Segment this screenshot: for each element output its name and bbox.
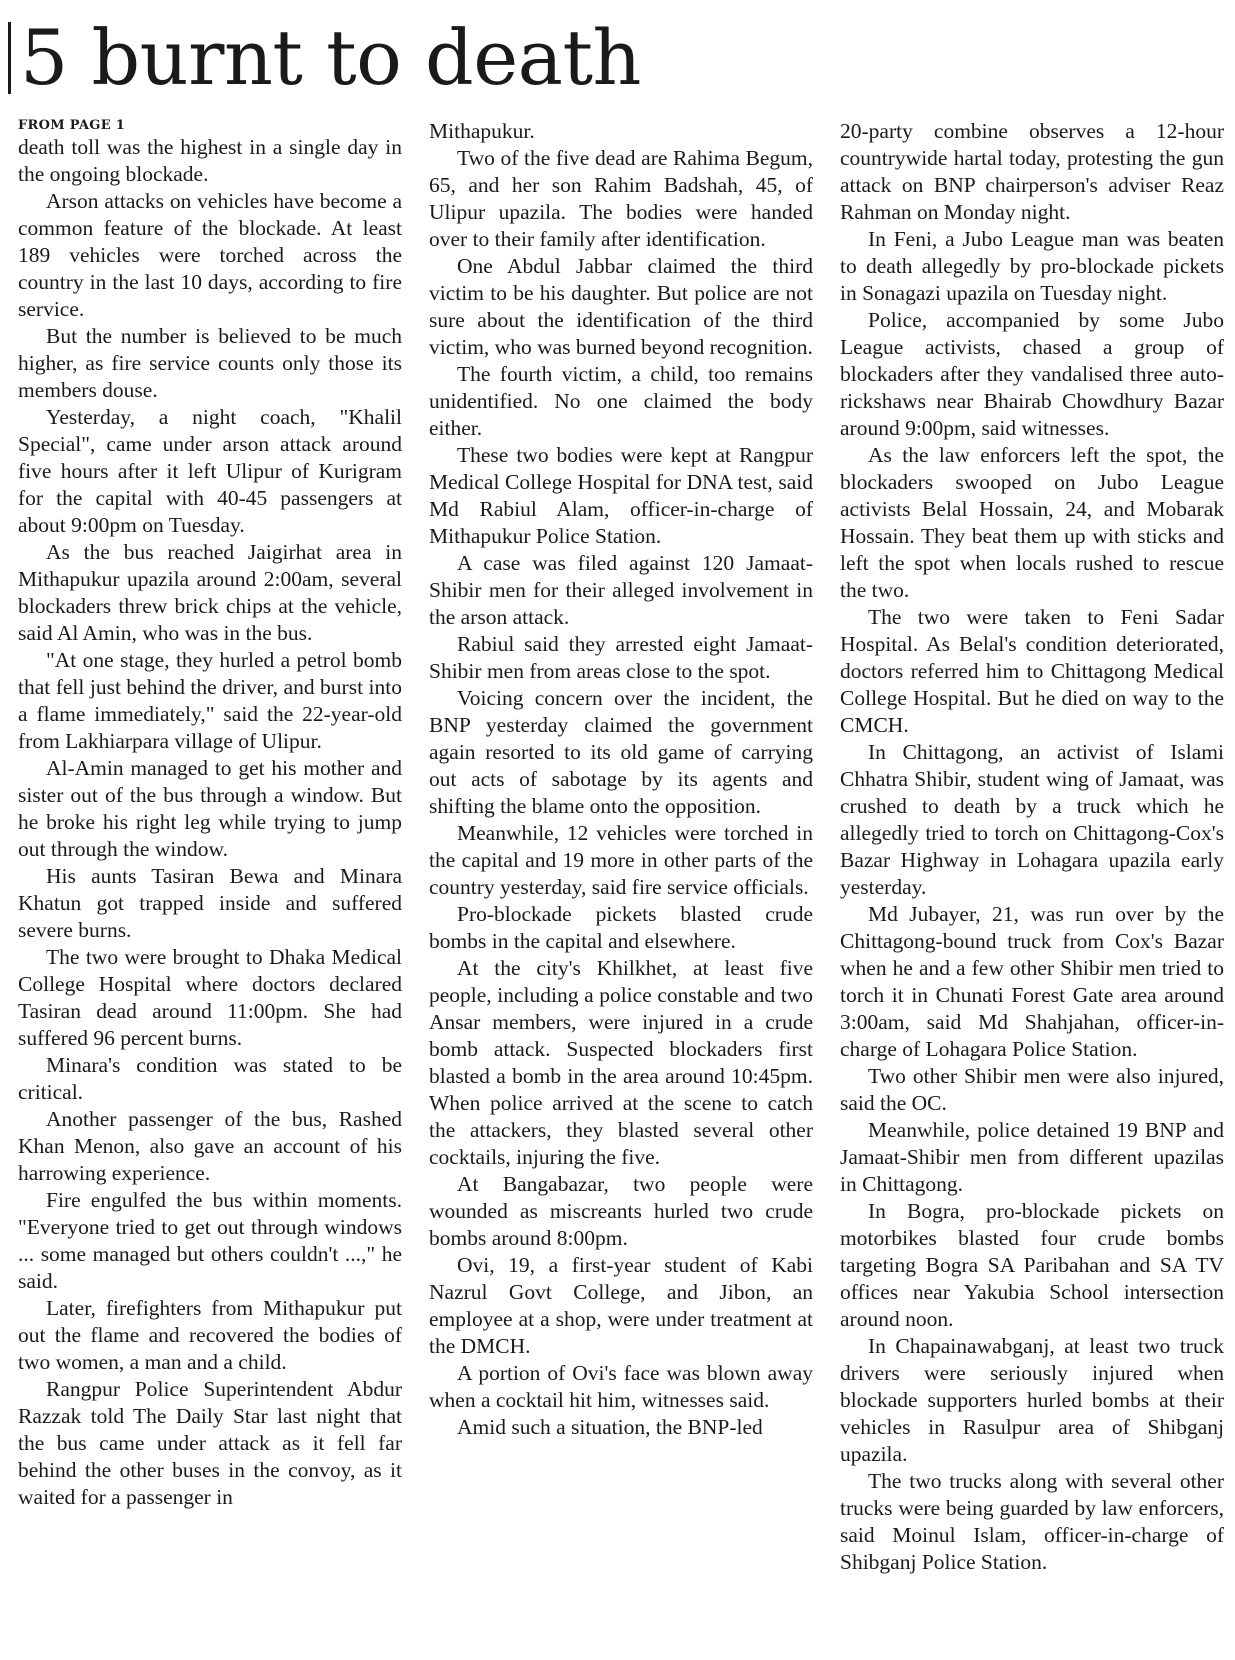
paragraph: Minara's condition was stated to be critical. [18, 1053, 402, 1104]
paragraph: Another passenger of the bus, Rashed Khan Menon, also gave an account of his harrowing experience. [18, 1107, 402, 1185]
paragraph: 20-party combine observes a 12-hour countrywide hartal today, protesting the gun attack on BNP chairperson's adviser Reaz Rahman on Monday night. [840, 119, 1224, 224]
article-column-1 [18, 118, 402, 1648]
paragraph: Police, accompanied by some Jubo League activists, chased a group of blockaders after they vandalised three auto-rickshaws near Bhairab Chowdhury Bazar around 9:00pm, said witnesses. [840, 308, 1224, 440]
paragraph: Al-Amin managed to get his mother and sister out of the bus through a window. But he broke his right leg while trying to jump out through the window. [18, 756, 402, 861]
paragraph: Yesterday, a night coach, "Khalil Special", came under arson attack around five hours after it left Ulipur of Kurigram for the capital with 40-45 passengers at about 9:00pm on Tuesday. [18, 405, 402, 537]
paragraph: Pro-blockade pickets blasted crude bombs in the capital and elsewhere. [429, 902, 813, 953]
paragraph: As the bus reached Jaigirhat area in Mithapukur upazila around 2:00am, several blockaders threw brick chips at the vehicle, said Al Amin, who was in the bus. [18, 540, 402, 645]
article-column-3 [840, 118, 1224, 1648]
paragraph: Later, firefighters from Mithapukur put out the flame and recovered the bodies of two women, a man and a child. [18, 1296, 402, 1374]
paragraph: Rabiul said they arrested eight Jamaat-Shibir men from areas close to the spot. [429, 632, 813, 683]
paragraph: As the law enforcers left the spot, the blockaders swooped on Jubo League activists Belal Hossain, 24, and Mobarak Hossain. They beat them up with sticks and left the spot when locals rushed to rescue the two. [840, 443, 1224, 602]
paragraph: In Feni, a Jubo League man was beaten to death allegedly by pro-blockade pickets in Sonagazi upazila on Tuesday night. [840, 227, 1224, 305]
paragraph: These two bodies were kept at Rangpur Medical College Hospital for DNA test, said Md Rabiul Alam, officer-in-charge of Mithapukur Police Station. [429, 443, 813, 548]
paragraph: Ovi, 19, a first-year student of Kabi Nazrul Govt College, and Jibon, an employee at a shop, were under treatment at the DMCH. [429, 1253, 813, 1358]
paragraph: Rangpur Police Superintendent Abdur Razzak told The Daily Star last night that the bus came under attack as it fell far behind the other buses in the convoy, as it waited for a passenger in [18, 1377, 402, 1509]
paragraph: But the number is believed to be much higher, as fire service counts only those its members douse. [18, 324, 402, 402]
paragraph: The two trucks along with several other trucks were being guarded by law enforcers, said Moinul Islam, officer-in-charge of Shibganj Police Station. [840, 1469, 1224, 1574]
paragraph: Md Jubayer, 21, was run over by the Chittagong-bound truck from Cox's Bazar when he and a few other Shibir men tried to torch it in Chunati Forest Gate area around 3:00am, said Md Shahjahan, officer-in-charge of Lohagara Police Station. [840, 902, 1224, 1061]
paragraph: Amid such a situation, the BNP-led [457, 1415, 763, 1439]
paragraph: Two other Shibir men were also injured, said the OC. [840, 1064, 1224, 1115]
left-rule-divider [8, 22, 11, 94]
paragraph: His aunts Tasiran Bewa and Minara Khatun got trapped inside and suffered severe burns. [18, 864, 402, 942]
paragraph: In Bogra, pro-blockade pickets on motorbikes blasted four crude bombs targeting Bogra SA Paribahan and SA TV offices near Yakubia School intersection around noon. [840, 1199, 1224, 1331]
paragraph: Arson attacks on vehicles have become a common feature of the blockade. At least 189 vehicles were torched across the country in the last 10 days, according to fire service. [18, 189, 402, 321]
paragraph: In Chapainawabganj, at least two truck drivers were seriously injured when blockade supporters hurled bombs at their vehicles in Rasulpur area of Shibganj upazila. [840, 1334, 1224, 1466]
jump-label: FROM PAGE 1 [18, 118, 126, 133]
paragraph: At Bangabazar, two people were wounded as miscreants hurled two crude bombs around 8:00pm. [429, 1172, 813, 1250]
headline: 5 burnt to death [20, 13, 641, 102]
paragraph: A case was filed against 120 Jamaat-Shibir men for their alleged involvement in the arson attack. [429, 551, 813, 629]
paragraph: Fire engulfed the bus within moments. "Everyone tried to get out through windows ... some managed but others couldn't ...," he said. [18, 1188, 402, 1293]
paragraph: "At one stage, they hurled a petrol bomb that fell just behind the driver, and burst into a flame immediately," said the 22-year-old from Lakhiarpara village of Ulipur. [18, 648, 402, 753]
paragraph: Voicing concern over the incident, the BNP yesterday claimed the government again resorted to its old game of carrying out acts of sabotage by its agents and shifting the blame onto the opposition. [429, 686, 813, 818]
paragraph: A portion of Ovi's face was blown away when a cocktail hit him, witnesses said. [429, 1361, 813, 1412]
paragraph: The two were brought to Dhaka Medical College Hospital where doctors declared Tasiran dead around 11:00pm. She had suffered 96 percent burns. [18, 945, 402, 1050]
paragraph: The fourth victim, a child, too remains unidentified. No one claimed the body either. [429, 362, 813, 440]
paragraph: Mithapukur. [429, 119, 535, 143]
paragraph: One Abdul Jabbar claimed the third victim to be his daughter. But police are not sure about the identification of the third victim, who was burned beyond recognition. [429, 254, 813, 359]
paragraph: Meanwhile, police detained 19 BNP and Jamaat-Shibir men from different upazilas in Chittagong. [840, 1118, 1224, 1196]
paragraph: Meanwhile, 12 vehicles were torched in the capital and 19 more in other parts of the country yesterday, said fire service officials. [429, 821, 813, 899]
article-column-2 [429, 118, 813, 1648]
paragraph: death toll was the highest in a single day in the ongoing blockade. [18, 135, 402, 186]
paragraph: At the city's Khilkhet, at least five people, including a police constable and two Ansar members, were injured in a crude bomb attack. Suspected blockaders first blasted a bomb in the area around 10:45pm. When police arrived at the scene to catch the attackers, they blasted several other cocktails, injuring the five. [429, 956, 813, 1169]
paragraph: Two of the five dead are Rahima Begum, 65, and her son Rahim Badshah, 45, of Ulipur upazila. The bodies were handed over to their family after identification. [429, 146, 813, 251]
paragraph: In Chittagong, an activist of Islami Chhatra Shibir, student wing of Jamaat, was crushed to death by a truck which he allegedly tried to torch on Chittagong-Cox's Bazar Highway in Lohagara upazila early yesterday. [840, 740, 1224, 899]
paragraph: The two were taken to Feni Sadar Hospital. As Belal's condition deteriorated, doctors referred him to Chittagong Medical College Hospital. But he died on way to the CMCH. [840, 605, 1224, 737]
